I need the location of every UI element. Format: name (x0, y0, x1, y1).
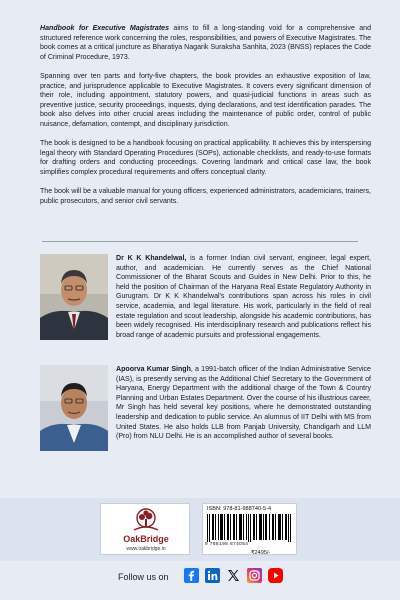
author-name-khandelwal: Dr K K Khandelwal, (116, 255, 187, 262)
book-title: Handbook for Executive Magistrates (40, 25, 170, 32)
barcode-number: 9 788198 874054 (205, 542, 249, 547)
facebook-icon[interactable] (184, 568, 199, 583)
author-name-singh: Apoorva Kumar Singh (116, 366, 191, 373)
footer-band (0, 498, 400, 561)
book-description (40, 24, 371, 206)
oak-tree-icon (132, 508, 160, 534)
description-paragraph-3: The book is designed to be a handbook focusing on practical applicability. It achieves this by interspersing legal theory with Standard Operating Procedures (SOPs), actionable checklists, and ready-to-use formats for drafting orders and conducting proceedings. Covering landmark and critical case law, the book simplifies complex procedural requirements and offers conceptual clarity. (40, 140, 371, 176)
description-paragraph-2: Spanning over ten parts and forty-five chapters, the book provides an exhaustive exposition of law, practice, and jurisprudence applicable to Executive Magistrates. It covers every significant dimension of their role, including appointment, statutory powers, and quasi-judicial functions in areas such as preventive justice, security proceedings, inquests, dying declarations, and test identification parades. The book also delves into other crucial areas including the maintenance of public order, control of public nuisance, defamation, contempt, and disciplinary jurisdiction. (40, 72, 371, 128)
isbn-number: ISBN: 978-81-988740-5-4 (207, 506, 272, 512)
youtube-icon[interactable] (268, 568, 283, 583)
barcode-icon (207, 514, 293, 542)
author-bio-singh (40, 365, 371, 453)
author-text-khandelwal: is a former Indian civil servant, engineer, legal expert, author, and academician. He currently serves as the Chief National Commissioner of the Bharat Scouts and Guides in New Delhi. Prior to this, he held the position of Chairman of the Haryana Real Estate Regulatory Authority in Gurugram. Dr K K Khandelwal's contributions span across his roles in civil service, academia, and legal literature. His work, particularly in the field of real estate regulation and scout leadership, alongside his academic contributions, has been widely recognised. His interdisciplinary research and publications reflect his broad range of academic pursuits and professional engagements. (116, 255, 371, 339)
publisher-url: www.oakbridge.in (126, 546, 166, 552)
author-photo-khandelwal (40, 254, 108, 340)
publisher-logo (100, 503, 190, 555)
publisher-brand: OakBridge (123, 534, 169, 544)
section-divider (42, 241, 358, 242)
follow-us-label: Follow us on (118, 572, 169, 582)
author-bio-khandelwal (40, 254, 371, 342)
barcode-panel (202, 503, 297, 555)
x-icon[interactable] (226, 568, 241, 583)
linkedin-icon[interactable] (205, 568, 220, 583)
author-text-singh: , a 1991-batch officer of the Indian Administrative Service (IAS), is presently serving as the Additional Chief Secretary to the Government of Haryana, Energy Department with the additional charge of the Town & Country Planning and Urban Estates Department. Over the course of his illustrious career, Mr Singh has held several key positions, where he demonstrated outstanding leadership and dedication to public service. An alumnus of IIT Delhi with MS from United States. He also holds LLB from Panjab University, Chandigarh and LLM (Pro) from NLU Delhi. He is an accomplished author of several books. (116, 366, 371, 441)
description-paragraph-1: Handbook for Executive Magistrates aims to fill a long-standing void for a comprehensive and structured reference work concerning the roles, responsibilities, and powers of Executive Magistrates. The book comes at a critical juncture as Bharatiya Nagarik Suraksha Sanhita, 2023 (BNSS) replaces the Code of Criminal Procedure, 1973. (40, 25, 371, 61)
book-price: ₹2495/- (251, 550, 271, 556)
instagram-icon[interactable] (247, 568, 262, 583)
description-paragraph-4: The book will be a valuable manual for young officers, experienced administrators, academicians, trainers, public prosecutors, and senior civil servants. (40, 188, 371, 205)
author-photo-singh (40, 365, 108, 451)
